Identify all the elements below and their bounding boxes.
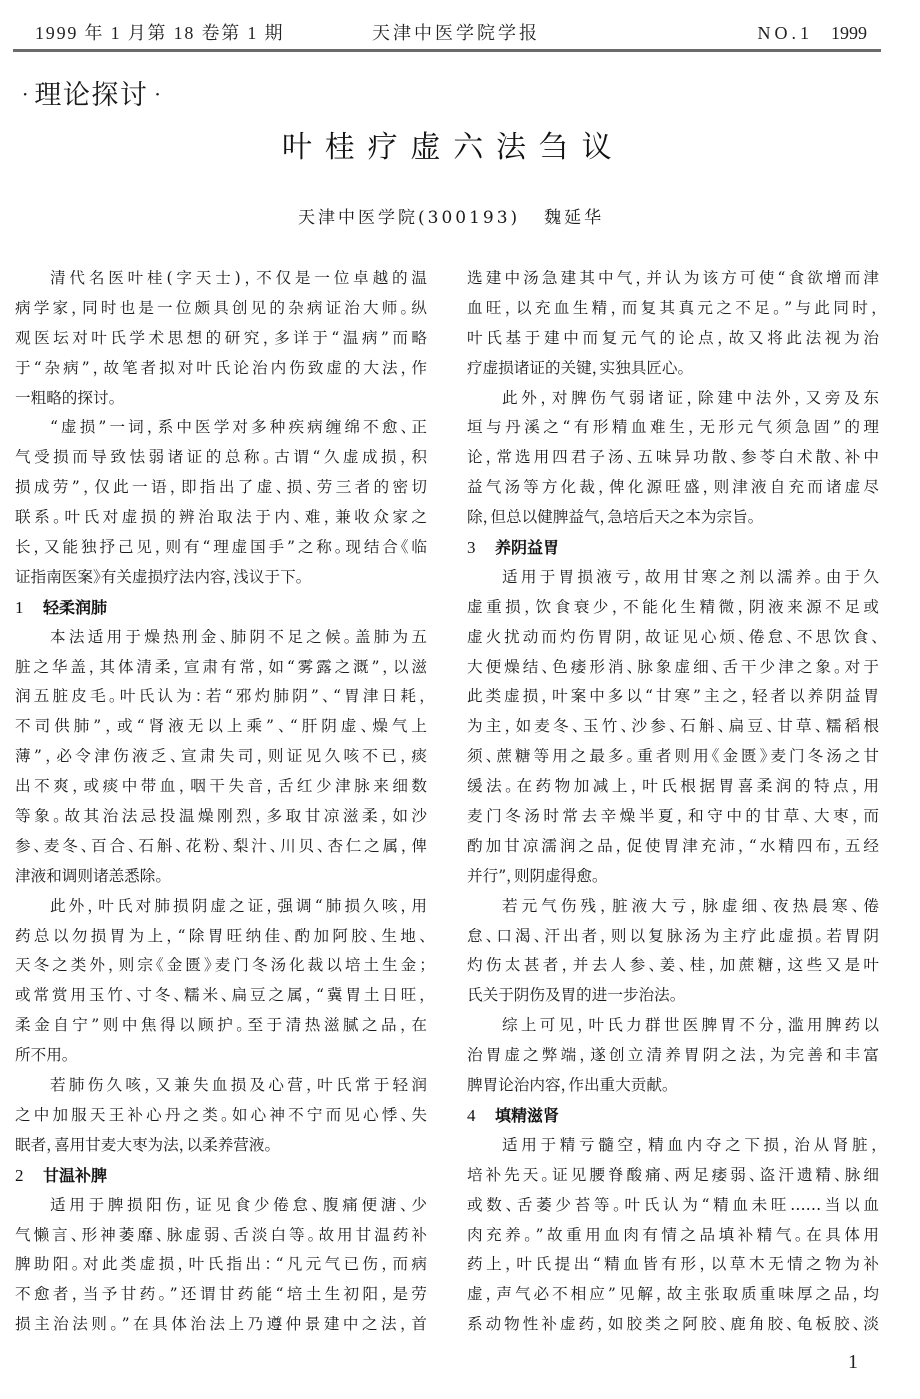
body-line: 适用于脾损阳伤，证见食少倦怠、腹痛便溏、少 [50,1195,427,1214]
body-line: 培补先天。证见腰脊酸痛、两足痿弱、盗汗遗精、脉细 [467,1165,879,1184]
body-line: 脏之华盖，其体清柔，宣肃有常，如“雾露之溉”，以滋 [15,657,427,676]
body-line: 缓法。在药物加减上，叶氏根据胃喜柔润的特点，用 [467,777,879,796]
body-line: 益气汤等方化裁，俾化源旺盛，则津液自充而诸虚尽 [467,478,879,497]
section-number: 4 [467,1105,476,1125]
body-line: 怠、口渴、汗出者，则以复脉汤为主疗此虚损。若胃阴 [467,926,879,945]
bullet-icon: · [22,82,29,106]
header-issue-info: 1999 年 1 月第 18 卷第 1 期 [35,23,285,43]
body-line: 除，但总以健脾益气，急培后天之本为宗旨。 [467,508,756,527]
body-line: 天冬之类外，则宗《金匮》麦门冬汤化裁以培土生金； [15,956,427,975]
paragraph [15,264,427,413]
body-line: 损成劳”，仅此一语，即指出了虚、损、劳三者的密切 [15,478,427,497]
body-line: 或数、舌萎少苔等。叶氏认为“精血未旺……当以血 [467,1195,879,1214]
header-rule [13,49,881,52]
body-line: 或常赏用玉竹、寸冬、糯米、扁豆之属，“冀胃土日旺， [15,986,427,1005]
body-line: 叶氏基于建中而复元气的论点，故又将此法视为治 [467,328,879,347]
paragraph [15,623,427,892]
paragraph [15,1071,427,1161]
body-line: 此类虚损，叶案中多以“甘寒”主之，轻者以养阴益胃 [467,687,879,706]
section-number: 1 [15,597,24,617]
column-tag [22,77,161,113]
body-line: 虚重损，饮食衰少，不能化生精微，阴液来源不足或 [467,597,879,616]
body-line: 清代名医叶桂(字天士)，不仅是一位卓越的温 [50,269,427,287]
left-column [15,264,427,1340]
paragraph [15,1191,427,1340]
header-issue-number [758,20,868,46]
right-column [467,264,879,1340]
body-line: 观医坛对叶氏学术思想的研究，多详于“温病”而略 [15,328,427,347]
body-line: 肉充养。”故重用血肉有情之品填补精气。在具体用 [467,1225,879,1244]
paragraph [467,892,879,1012]
section-number: 3 [467,538,476,558]
body-line: 若肺伤久咳，又兼失血损及心营，叶氏常于轻润 [50,1076,427,1095]
section-title: 甘温补脾 [43,1165,108,1185]
article-title: 叶桂疗虚六法刍议 [282,130,625,165]
section-title: 轻柔润肺 [43,597,108,617]
body-line: 证指南医案》有关虚损疗法内容，浅议于下。 [15,567,304,586]
body-line: 损主治法则。”在具体治法上乃遵仲景建中之法，首 [15,1315,427,1334]
body-line: 并行”，则阴虚得愈。 [467,866,600,885]
body-line: 不愈者，当予甘药。”还谓甘药能“培土生初阳，是劳 [15,1285,427,1304]
body-line: 适用于胃损液亏，故用甘寒之剂以濡养。由于久 [502,567,879,586]
body-line: 气懒言、形神萎靡、脉虚弱、舌淡白等。故用甘温药补 [15,1225,427,1244]
section-title: 养阴益胃 [495,538,560,558]
body-line: 病学家，同时也是一位颇具创见的杂病证治大师。纵 [15,298,427,317]
paragraph [15,892,427,1071]
body-line: 疗虚损诸证的关键，实独具匠心。 [467,358,686,377]
body-line: 须、蔗糖等用之最多。重者则用《金匮》麦门冬汤之甘 [467,747,879,766]
body-line: 酌加甘凉濡润之品，促使胃津充沛，“水精四布，五经 [467,836,879,855]
body-line: 若元气伤残，脏液大亏，脉虚细、夜热晨寒、倦 [502,896,879,915]
body-line: 长，又能独抒己见，则有“理虚国手”之称。现结合《临 [15,538,427,557]
body-line: 药上，叶氏提出“精血皆有形，以草木无情之物为补 [467,1255,879,1274]
paragraph [467,563,879,892]
body-line: 润五脏皮毛。叶氏认为：若“邪灼肺阴”、“胃津日耗， [15,687,427,706]
body-line: 薄”，必令津伤液乏、宣肃失司，则证见久咳不已，痰 [15,747,427,766]
section-heading-4 [467,1101,879,1131]
body-line: 联系。叶氏对虚损的辨治取法于内、难，兼收众家之 [15,508,427,527]
body-line: 治胃虚之弊端，遂创立清养胃阴之法，为完善和丰富 [467,1046,879,1065]
byline [298,206,604,230]
body-line: 选建中汤急建其中气，并认为该方可使“食欲增而津 [467,269,879,287]
body-line: 为主，如麦冬、玉竹、沙参、石斛、扁豆、甘草、糯稻根 [467,717,879,736]
body-line: “虚损”一词，系中医学对多种疾病缠绵不愈、正 [50,418,427,437]
body-line: 出不爽，或痰中带血，咽干失音，舌红少津脉来细数 [15,777,427,796]
body-line: 气受损而导致怯弱诸证的总称。古谓“久虚成损，积 [15,448,427,467]
body-line: 垣与丹溪之“有形精血难生，无形元气须急固”的理 [467,418,879,437]
paragraph [467,1011,879,1101]
body-line: 此外，对脾伤气弱诸证，除建中法外，又旁及东 [502,388,879,407]
body-line: 津液和调则诸恙悉除。 [15,866,164,885]
body-line: 虚，声气必不相应”见解，故主张取质重味厚之品，均 [467,1285,879,1304]
author-affiliation: 天津中医学院(300193) [298,208,521,228]
section-heading-2 [15,1161,427,1191]
body-line: 氏关于阴伤及胃的进一步治法。 [467,986,678,1005]
body-line: 适用于精亏髓空，精血内夺之下损，治从肾脏， [502,1135,879,1154]
body-line: 之中加服天王补心丹之类。如心神不宁而见心悸、失 [15,1105,427,1124]
body-line: 综上可见，叶氏力群世医脾胃不分，滥用脾药以 [502,1016,879,1035]
paragraph [15,413,427,592]
body-line: 虚火扰动而灼伤胃阴，故证见心烦、倦怠、不思饮食、 [467,627,879,646]
body-line: 一粗略的探讨。 [15,388,117,407]
body-line: 于“杂病”，故笔者拟对叶氏论治内伤致虚的大法，作 [15,358,427,377]
body-line: 论，常选用四君子汤、五味异功散、参苓白术散、补中 [467,448,879,467]
body-line: 不司供肺”，或“肾液无以上乘”、“肝阴虚、燥气上 [15,717,427,736]
issue-year: 1999 [831,23,867,43]
body-line: 灼伤太甚者，并去人参、姜、桂，加蔗糖，这些又是叶 [467,956,879,975]
paragraph [467,264,879,384]
header-journal-name: 天津中医学院学报 [372,23,540,43]
body-line: 等象。故其治法忌投温燥刚烈，多取甘凉滋柔，如沙 [15,807,427,826]
page-number: 1 [848,1351,858,1373]
body-line: 麦门冬汤时常去辛燥半夏，和守中的甘草、大枣，而 [467,807,879,826]
section-number: 2 [15,1165,24,1185]
bullet-icon: · [154,82,161,106]
body-line: 药总以勿损胃为上，“除胃旺纳佳、酌加阿胶、生地、 [15,926,427,945]
body-line: 血旺，以充血生精，而复其真元之不足。”与此同时， [467,298,879,317]
body-line: 本法适用于燥热刑金、肺阴不足之候。盖肺为五 [50,627,427,646]
body-line: 此外，叶氏对肺损阴虚之证，强调“肺损久咳，用 [50,896,427,915]
body-line: 柔金自宁”则中焦得以顾护。至于清热滋腻之品，在 [15,1016,427,1035]
body-line: 系动物性补虚药，如胶类之阿胶、鹿角胶、龟板胶、淡 [467,1315,879,1334]
body-line: 所不用。 [15,1046,70,1065]
section-title: 填精滋肾 [495,1105,560,1125]
paragraph [467,384,879,533]
author-name: 魏延华 [544,208,605,228]
body-line: 脾助阳。对此类虚损，叶氏指出：“凡元气已伤，而病 [15,1255,427,1274]
paragraph [467,1131,879,1340]
issue-number: NO.1 [757,23,813,43]
body-line: 参、麦冬、百合、石斛、花粉、梨汁、川贝、杏仁之属，俾 [15,836,427,855]
body-line: 脾胃论治内容，作出重大贡献。 [467,1076,670,1095]
body-line: 大便燥结、色痿形消、脉象虚细、舌干少津之象。对于 [467,657,879,676]
body-line: 眠者，喜用甘麦大枣为法，以柔养营液。 [15,1135,273,1154]
column-tag-label: 理论探讨 [34,80,149,111]
section-heading-1 [15,593,427,623]
section-heading-3 [467,533,879,563]
